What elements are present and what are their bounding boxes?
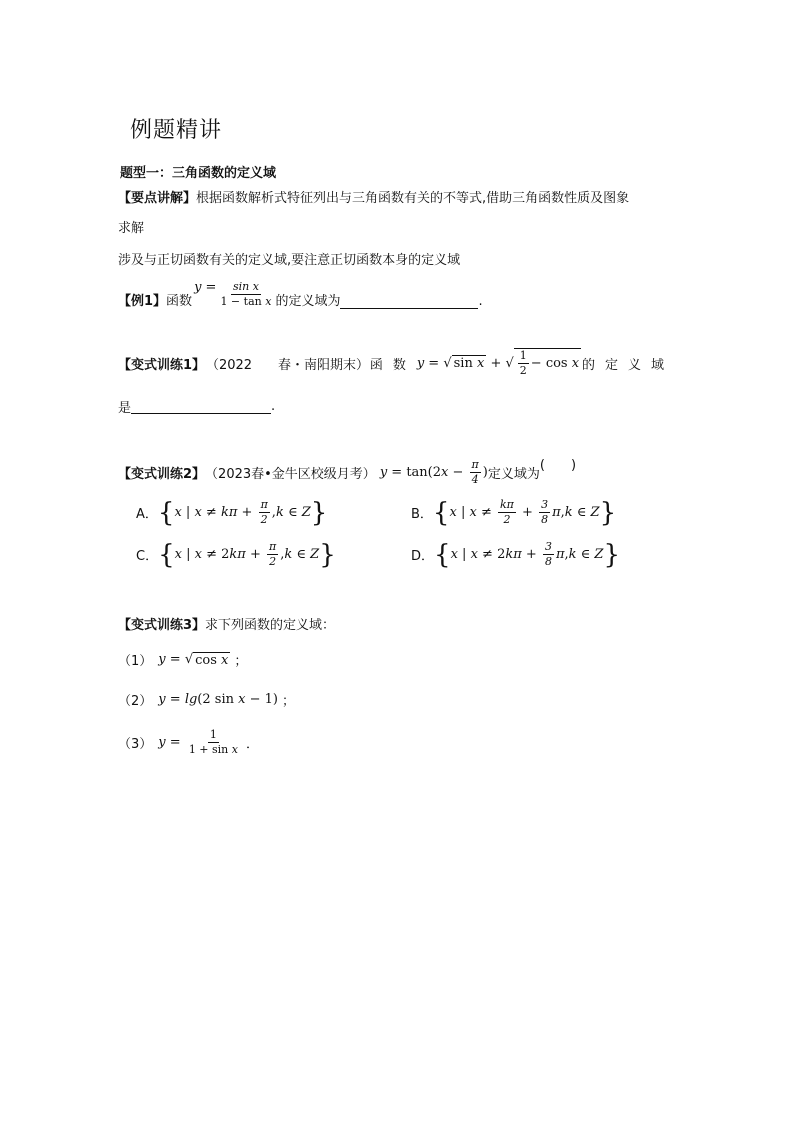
note-line: 涉及与正切函数有关的定义域,要注意正切函数本身的定义域 bbox=[118, 253, 461, 268]
sub-question-1 bbox=[118, 650, 247, 669]
option-b-label: B． bbox=[411, 507, 433, 522]
option-c-label: C． bbox=[136, 549, 159, 564]
option-a[interactable] bbox=[136, 498, 327, 527]
option-c[interactable] bbox=[136, 540, 336, 569]
option-b[interactable] bbox=[411, 498, 616, 527]
sub-1-label: （1） bbox=[118, 654, 153, 669]
sub-3-label: （3） bbox=[118, 737, 153, 752]
option-d[interactable] bbox=[411, 540, 620, 569]
variant-3 bbox=[118, 614, 335, 633]
variant-1-line2 bbox=[118, 397, 275, 416]
example-1-label: 【例1】 bbox=[118, 294, 167, 309]
keypoint-line1 bbox=[118, 187, 629, 206]
sub-3-end: ． bbox=[245, 737, 259, 752]
variant-1-label: 【变式训练1】 bbox=[118, 357, 206, 373]
period-1: . bbox=[478, 294, 483, 309]
variant-3-label: 【变式训练3】 bbox=[118, 618, 206, 633]
option-d-formula: { x | x ≠ 2 kπ + $\frac{3}{8}$ π , k ∈ Z } bbox=[434, 539, 620, 570]
sub-3-formula: y = $\frac{1}{\text{1 + sin x}}$ bbox=[158, 728, 238, 756]
variant-3-text: 求下列函数的定义域： bbox=[205, 618, 336, 633]
option-c-formula: { x | x ≠ 2 kπ + $\frac{\pi}{2}$ , k ∈ Z } bbox=[158, 539, 336, 570]
sub-2-formula: y = lg (2 sin x − 1) bbox=[158, 692, 278, 707]
variant-2-suffix: 定义域为 bbox=[487, 467, 540, 482]
example-1-text: 函数 bbox=[166, 294, 193, 309]
variant-1-source: （2022 春・南阳期末） bbox=[205, 357, 370, 373]
answer-blank-1[interactable] bbox=[340, 294, 478, 309]
sub-question-2 bbox=[118, 690, 295, 709]
option-a-formula: { x | x ≠ kπ + $\frac{\pi}{2}$ , k ∈ Z } bbox=[157, 497, 328, 528]
variant-1 bbox=[118, 348, 674, 378]
sub-2-label: （2） bbox=[118, 694, 153, 709]
answer-blank-2[interactable] bbox=[131, 399, 271, 414]
formula-fraction: $\frac{\text{sin x}}{\text{1 − tan x}}$ bbox=[220, 280, 272, 308]
page-title: 例题精讲 bbox=[130, 118, 223, 143]
formula-sqrt: y = √ sin x + √ $\frac{1}{2}$ − cos x bbox=[416, 349, 580, 377]
section-heading: 题型一：三角函数的定义域 bbox=[120, 166, 277, 181]
sub-2-end: ； bbox=[281, 694, 295, 709]
example-1 bbox=[118, 280, 483, 309]
variant-1-suffix: 的定义域 bbox=[581, 357, 674, 373]
example-1-suffix: 的定义域为 bbox=[275, 294, 341, 309]
option-d-label: D． bbox=[411, 549, 435, 564]
sub-1-formula: y = √ cos x bbox=[158, 652, 229, 668]
keypoint-line2: 求解 bbox=[118, 221, 145, 236]
variant-1-is: 是 bbox=[118, 401, 132, 416]
variant-2-paren: ( ) bbox=[539, 458, 577, 473]
variant-2-source: （2023春•金牛区校级月考） bbox=[205, 467, 376, 482]
formula-tan: y = tan(2 x − $\frac{\pi}{4}$ ) bbox=[379, 458, 488, 486]
formula-y: y = bbox=[194, 280, 217, 295]
option-a-label: A． bbox=[136, 507, 158, 522]
period-2: . bbox=[271, 399, 276, 414]
sub-1-end: ； bbox=[234, 654, 248, 669]
option-b-formula: { x | x ≠ $\frac{k\pi}{2}$ + $\frac{3}{8}$ π , k ∈ Z } bbox=[432, 497, 617, 528]
keypoint-label: 【要点讲解】 bbox=[118, 191, 197, 206]
variant-2 bbox=[118, 458, 576, 487]
sub-question-3 bbox=[118, 728, 259, 757]
keypoint-text: 根据函数解析式特征列出与三角函数有关的不等式,借助三角函数性质及图象 bbox=[196, 191, 630, 206]
variant-2-label: 【变式训练2】 bbox=[118, 467, 206, 482]
variant-1-text: 函数 bbox=[369, 357, 416, 373]
